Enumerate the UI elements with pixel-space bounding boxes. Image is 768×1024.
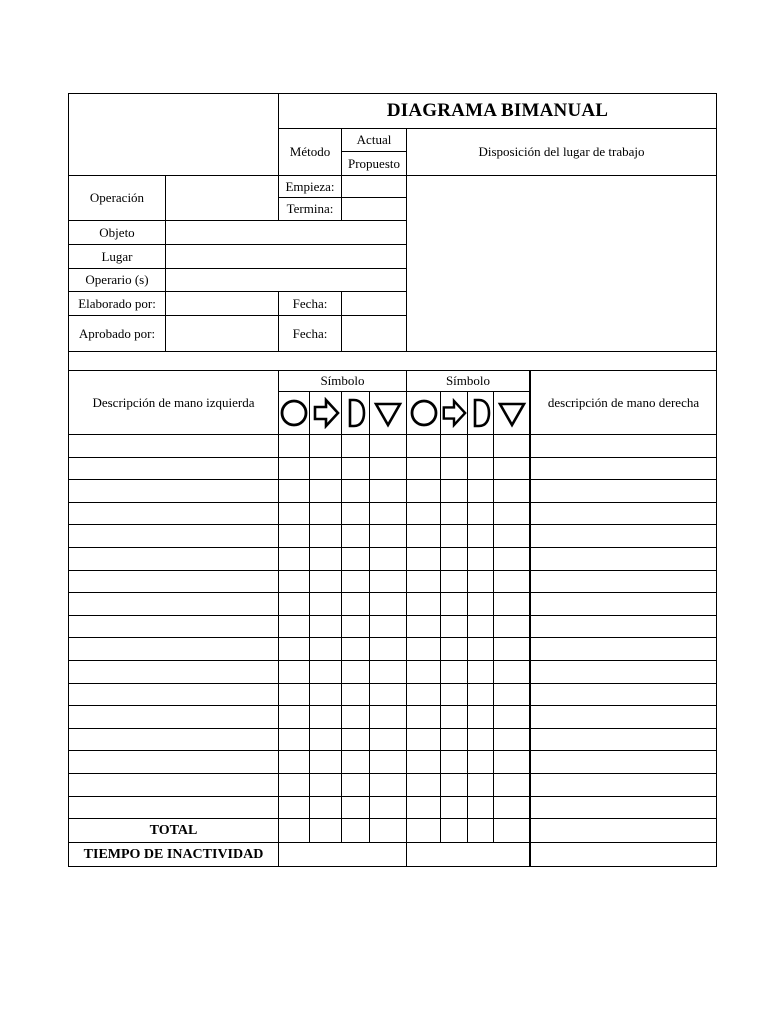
symbol-cell[interactable] bbox=[493, 457, 530, 480]
circle-icon bbox=[406, 391, 441, 435]
left-desc-cell[interactable] bbox=[68, 773, 279, 797]
symbol-cell[interactable] bbox=[309, 592, 342, 616]
operation-field[interactable] bbox=[165, 175, 279, 221]
right-desc-cell[interactable] bbox=[529, 524, 717, 548]
symbol-cell[interactable] bbox=[369, 773, 407, 797]
symbol-cell[interactable] bbox=[406, 457, 441, 480]
date-label-1: Fecha: bbox=[278, 291, 342, 316]
symbol-cell[interactable] bbox=[278, 524, 310, 548]
symbol-cell[interactable] bbox=[341, 570, 370, 593]
symbol-cell[interactable] bbox=[406, 728, 441, 751]
symbol-cell[interactable] bbox=[278, 728, 310, 751]
symbol-cell[interactable] bbox=[493, 796, 530, 819]
symbol-cell[interactable] bbox=[369, 592, 407, 616]
date-field-2[interactable] bbox=[341, 315, 407, 352]
symbol-cell[interactable] bbox=[278, 479, 310, 503]
symbol-cell[interactable] bbox=[341, 615, 370, 638]
symbol-cell[interactable] bbox=[369, 570, 407, 593]
symbol-cell[interactable] bbox=[278, 683, 310, 706]
right-desc-cell[interactable] bbox=[529, 773, 717, 797]
idle-time-label: TIEMPO DE INACTIVIDAD bbox=[68, 842, 279, 867]
symbol-cell[interactable] bbox=[406, 637, 441, 661]
symbol-cell[interactable] bbox=[341, 479, 370, 503]
symbol-cell[interactable] bbox=[467, 615, 494, 638]
right-desc-cell[interactable] bbox=[529, 502, 717, 525]
operator-label: Operario (s) bbox=[68, 268, 166, 292]
symbol-cell[interactable] bbox=[341, 705, 370, 729]
left-desc-cell[interactable] bbox=[68, 660, 279, 684]
ends-label: Termina: bbox=[278, 197, 342, 221]
symbol-cell[interactable] bbox=[406, 524, 441, 548]
symbol-cell[interactable] bbox=[493, 479, 530, 503]
left-desc-cell[interactable] bbox=[68, 592, 279, 616]
date-label-2: Fecha: bbox=[278, 315, 342, 352]
symbol-cell[interactable] bbox=[467, 592, 494, 616]
symbol-cell[interactable] bbox=[440, 434, 468, 458]
symbol-cell[interactable] bbox=[406, 750, 441, 774]
symbol-cell[interactable] bbox=[440, 479, 468, 503]
left-desc-header: Descripción de mano izquierda bbox=[68, 370, 279, 435]
symbol-cell[interactable] bbox=[493, 683, 530, 706]
total-symbol-cell[interactable] bbox=[369, 818, 407, 843]
right-desc-cell[interactable] bbox=[529, 796, 717, 819]
layout-label: Disposición del lugar de trabajo bbox=[406, 128, 717, 176]
left-desc-cell[interactable] bbox=[68, 796, 279, 819]
place-field[interactable] bbox=[165, 244, 407, 269]
symbol-header-left: Símbolo bbox=[278, 370, 407, 392]
symbol-cell[interactable] bbox=[493, 705, 530, 729]
symbol-cell[interactable] bbox=[467, 705, 494, 729]
total-symbol-cell[interactable] bbox=[493, 818, 530, 843]
symbol-cell[interactable] bbox=[493, 547, 530, 571]
symbol-cell[interactable] bbox=[440, 683, 468, 706]
left-desc-cell[interactable] bbox=[68, 434, 279, 458]
symbol-cell[interactable] bbox=[278, 705, 310, 729]
symbol-cell[interactable] bbox=[341, 592, 370, 616]
symbol-cell[interactable] bbox=[341, 683, 370, 706]
symbol-cell[interactable] bbox=[278, 750, 310, 774]
right-desc-cell[interactable] bbox=[529, 750, 717, 774]
symbol-cell[interactable] bbox=[369, 705, 407, 729]
operation-label: Operación bbox=[68, 175, 166, 221]
symbol-cell[interactable] bbox=[369, 728, 407, 751]
symbol-cell[interactable] bbox=[406, 502, 441, 525]
symbol-cell[interactable] bbox=[493, 615, 530, 638]
symbol-cell[interactable] bbox=[278, 592, 310, 616]
symbol-cell[interactable] bbox=[341, 524, 370, 548]
symbol-cell[interactable] bbox=[309, 637, 342, 661]
symbol-cell[interactable] bbox=[341, 502, 370, 525]
symbol-cell[interactable] bbox=[369, 660, 407, 684]
total-symbol-cell[interactable] bbox=[278, 818, 310, 843]
symbol-cell[interactable] bbox=[309, 502, 342, 525]
symbol-cell[interactable] bbox=[440, 502, 468, 525]
left-desc-cell[interactable] bbox=[68, 547, 279, 571]
symbol-cell[interactable] bbox=[369, 637, 407, 661]
symbol-cell[interactable] bbox=[406, 615, 441, 638]
symbol-cell[interactable] bbox=[369, 683, 407, 706]
symbol-cell[interactable] bbox=[406, 547, 441, 571]
symbol-cell[interactable] bbox=[341, 547, 370, 571]
symbol-cell[interactable] bbox=[493, 750, 530, 774]
symbol-cell[interactable] bbox=[467, 524, 494, 548]
form-title: DIAGRAMA BIMANUAL bbox=[278, 93, 717, 129]
right-desc-cell[interactable] bbox=[529, 637, 717, 661]
symbol-cell[interactable] bbox=[406, 773, 441, 797]
symbol-cell[interactable] bbox=[467, 683, 494, 706]
operator-field[interactable] bbox=[165, 268, 407, 292]
symbol-cell[interactable] bbox=[369, 434, 407, 458]
symbol-cell[interactable] bbox=[493, 637, 530, 661]
left-desc-cell[interactable] bbox=[68, 479, 279, 503]
left-desc-cell[interactable] bbox=[68, 524, 279, 548]
left-desc-cell[interactable] bbox=[68, 683, 279, 706]
actual-label: Actual bbox=[341, 128, 407, 152]
symbol-cell[interactable] bbox=[467, 547, 494, 571]
logo-area bbox=[68, 93, 279, 176]
symbol-cell[interactable] bbox=[493, 660, 530, 684]
symbol-cell[interactable] bbox=[440, 773, 468, 797]
symbol-cell[interactable] bbox=[467, 728, 494, 751]
proposed-label: Propuesto bbox=[341, 151, 407, 176]
symbol-cell[interactable] bbox=[406, 683, 441, 706]
symbol-cell[interactable] bbox=[369, 615, 407, 638]
symbol-cell[interactable] bbox=[369, 502, 407, 525]
symbol-cell[interactable] bbox=[406, 660, 441, 684]
symbol-cell[interactable] bbox=[369, 796, 407, 819]
symbol-cell[interactable] bbox=[493, 728, 530, 751]
symbol-cell[interactable] bbox=[309, 705, 342, 729]
symbol-cell[interactable] bbox=[440, 615, 468, 638]
symbol-cell[interactable] bbox=[278, 570, 310, 593]
symbol-cell[interactable] bbox=[440, 457, 468, 480]
symbol-cell[interactable] bbox=[440, 705, 468, 729]
total-label: TOTAL bbox=[68, 818, 279, 843]
symbol-cell[interactable] bbox=[309, 683, 342, 706]
symbol-cell[interactable] bbox=[369, 524, 407, 548]
symbol-cell[interactable] bbox=[467, 479, 494, 503]
symbol-cell[interactable] bbox=[440, 728, 468, 751]
right-desc-cell[interactable] bbox=[529, 547, 717, 571]
symbol-cell[interactable] bbox=[369, 750, 407, 774]
symbol-cell[interactable] bbox=[309, 773, 342, 797]
symbol-cell[interactable] bbox=[369, 479, 407, 503]
prepared-by-field[interactable] bbox=[165, 291, 279, 316]
starts-label: Empieza: bbox=[278, 175, 342, 198]
ends-field[interactable] bbox=[341, 197, 407, 221]
symbol-cell[interactable] bbox=[406, 479, 441, 503]
symbol-cell[interactable] bbox=[341, 796, 370, 819]
symbol-cell[interactable] bbox=[309, 750, 342, 774]
right-desc-cell[interactable] bbox=[529, 592, 717, 616]
date-field-1[interactable] bbox=[341, 291, 407, 316]
total-right-cell[interactable] bbox=[529, 818, 717, 843]
symbol-cell[interactable] bbox=[440, 592, 468, 616]
symbol-cell[interactable] bbox=[341, 434, 370, 458]
symbol-cell[interactable] bbox=[467, 502, 494, 525]
spacer-row bbox=[68, 351, 717, 371]
symbol-cell[interactable] bbox=[278, 773, 310, 797]
symbol-cell[interactable] bbox=[467, 750, 494, 774]
symbol-cell[interactable] bbox=[309, 479, 342, 503]
total-symbol-cell[interactable] bbox=[406, 818, 441, 843]
right-desc-cell[interactable] bbox=[529, 615, 717, 638]
symbol-cell[interactable] bbox=[309, 547, 342, 571]
right-desc-cell[interactable] bbox=[529, 434, 717, 458]
method-label: Método bbox=[278, 128, 342, 176]
symbol-cell[interactable] bbox=[309, 796, 342, 819]
symbol-cell[interactable] bbox=[440, 524, 468, 548]
right-desc-cell[interactable] bbox=[529, 660, 717, 684]
symbol-cell[interactable] bbox=[369, 547, 407, 571]
right-desc-header: descripción de mano derecha bbox=[529, 370, 717, 435]
idle-time-left-cell[interactable] bbox=[278, 842, 407, 867]
symbol-header-right: Símbolo bbox=[406, 370, 530, 392]
total-symbol-cell[interactable] bbox=[467, 818, 494, 843]
triangle-down-icon bbox=[369, 391, 407, 435]
idle-time-right-cell[interactable] bbox=[406, 842, 530, 867]
symbol-cell[interactable] bbox=[309, 728, 342, 751]
place-label: Lugar bbox=[68, 244, 166, 269]
symbol-cell[interactable] bbox=[440, 637, 468, 661]
symbol-cell[interactable] bbox=[493, 570, 530, 593]
left-desc-cell[interactable] bbox=[68, 637, 279, 661]
symbol-cell[interactable] bbox=[278, 502, 310, 525]
total-symbol-cell[interactable] bbox=[309, 818, 342, 843]
arrow-icon bbox=[309, 391, 342, 435]
symbol-cell[interactable] bbox=[278, 637, 310, 661]
symbol-cell[interactable] bbox=[440, 660, 468, 684]
symbol-cell[interactable] bbox=[309, 524, 342, 548]
symbol-cell[interactable] bbox=[341, 728, 370, 751]
total-symbol-cell[interactable] bbox=[440, 818, 468, 843]
symbol-cell[interactable] bbox=[493, 773, 530, 797]
symbol-cell[interactable] bbox=[493, 524, 530, 548]
symbol-cell[interactable] bbox=[278, 547, 310, 571]
triangle-down-icon bbox=[493, 391, 530, 435]
symbol-cell[interactable] bbox=[406, 570, 441, 593]
symbol-cell[interactable] bbox=[309, 615, 342, 638]
left-desc-cell[interactable] bbox=[68, 705, 279, 729]
approved-by-field[interactable] bbox=[165, 315, 279, 352]
prepared-by-label: Elaborado por: bbox=[68, 291, 166, 316]
symbol-cell[interactable] bbox=[406, 592, 441, 616]
symbol-cell[interactable] bbox=[341, 637, 370, 661]
right-desc-cell[interactable] bbox=[529, 728, 717, 751]
layout-area[interactable] bbox=[406, 175, 717, 352]
symbol-cell[interactable] bbox=[309, 570, 342, 593]
left-desc-cell[interactable] bbox=[68, 570, 279, 593]
symbol-cell[interactable] bbox=[278, 660, 310, 684]
symbol-cell[interactable] bbox=[278, 615, 310, 638]
symbol-cell[interactable] bbox=[309, 660, 342, 684]
symbol-cell[interactable] bbox=[440, 547, 468, 571]
left-desc-cell[interactable] bbox=[68, 728, 279, 751]
right-desc-cell[interactable] bbox=[529, 457, 717, 480]
approved-by-label: Aprobado por: bbox=[68, 315, 166, 352]
left-desc-cell[interactable] bbox=[68, 750, 279, 774]
symbol-cell[interactable] bbox=[440, 796, 468, 819]
symbol-cell[interactable] bbox=[493, 592, 530, 616]
right-desc-cell[interactable] bbox=[529, 683, 717, 706]
symbol-cell[interactable] bbox=[493, 434, 530, 458]
symbol-cell[interactable] bbox=[369, 457, 407, 480]
starts-field[interactable] bbox=[341, 175, 407, 198]
symbol-cell[interactable] bbox=[341, 773, 370, 797]
idle-time-desc-cell[interactable] bbox=[529, 842, 717, 867]
symbol-cell[interactable] bbox=[406, 705, 441, 729]
left-desc-cell[interactable] bbox=[68, 457, 279, 480]
d-icon bbox=[341, 391, 370, 435]
symbol-cell[interactable] bbox=[278, 457, 310, 480]
bimanual-chart-form bbox=[68, 93, 717, 867]
object-label: Objeto bbox=[68, 220, 166, 245]
circle-icon bbox=[278, 391, 310, 435]
symbol-cell[interactable] bbox=[467, 796, 494, 819]
symbol-cell[interactable] bbox=[493, 502, 530, 525]
left-desc-cell[interactable] bbox=[68, 502, 279, 525]
left-desc-cell[interactable] bbox=[68, 615, 279, 638]
symbol-cell[interactable] bbox=[467, 457, 494, 480]
right-desc-cell[interactable] bbox=[529, 570, 717, 593]
symbol-cell[interactable] bbox=[467, 773, 494, 797]
symbol-cell[interactable] bbox=[467, 637, 494, 661]
right-desc-cell[interactable] bbox=[529, 479, 717, 503]
symbol-cell[interactable] bbox=[341, 457, 370, 480]
symbol-cell[interactable] bbox=[406, 796, 441, 819]
right-desc-cell[interactable] bbox=[529, 705, 717, 729]
symbol-cell[interactable] bbox=[440, 750, 468, 774]
symbol-cell[interactable] bbox=[278, 434, 310, 458]
symbol-cell[interactable] bbox=[341, 750, 370, 774]
object-field[interactable] bbox=[165, 220, 407, 245]
symbol-cell[interactable] bbox=[467, 570, 494, 593]
symbol-cell[interactable] bbox=[467, 660, 494, 684]
d-icon bbox=[467, 391, 494, 435]
symbol-cell[interactable] bbox=[278, 796, 310, 819]
symbol-cell[interactable] bbox=[440, 570, 468, 593]
symbol-cell[interactable] bbox=[467, 434, 494, 458]
symbol-cell[interactable] bbox=[406, 434, 441, 458]
total-symbol-cell[interactable] bbox=[341, 818, 370, 843]
symbol-cell[interactable] bbox=[341, 660, 370, 684]
arrow-icon bbox=[440, 391, 468, 435]
symbol-cell[interactable] bbox=[309, 434, 342, 458]
symbol-cell[interactable] bbox=[309, 457, 342, 480]
